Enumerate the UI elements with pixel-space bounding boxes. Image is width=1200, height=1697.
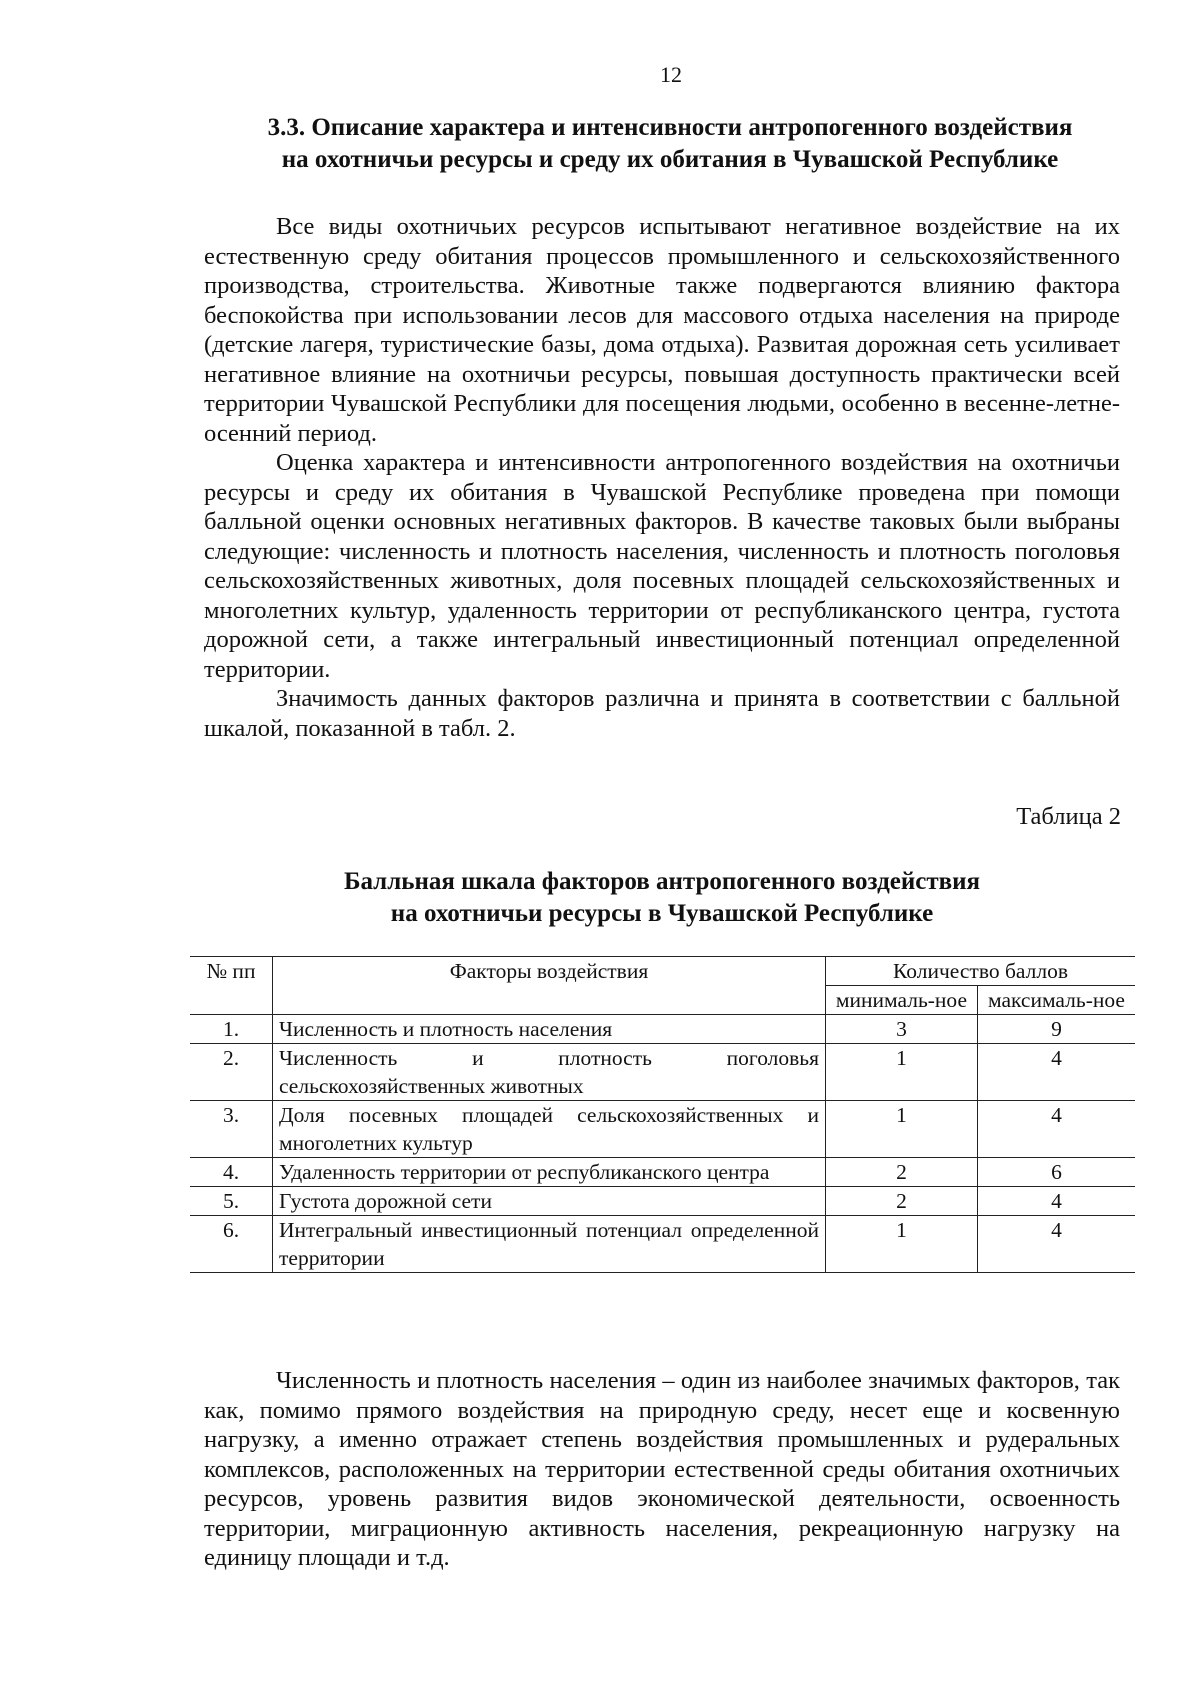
header-max: максималь-ное xyxy=(977,986,1135,1015)
intro-text xyxy=(204,212,1120,743)
table-row xyxy=(190,1101,1135,1158)
table-row xyxy=(190,1158,1135,1187)
table-row xyxy=(190,1044,1135,1101)
table-title-line-1: Балльная шкала факторов антропогенного воздействия xyxy=(343,868,981,895)
table-row xyxy=(190,1187,1135,1216)
header-min: минималь-ное xyxy=(826,986,978,1015)
table-body xyxy=(190,1015,1135,1273)
outro-text xyxy=(204,1366,1120,1573)
header-score-group: Количество баллов xyxy=(826,957,1136,986)
paragraph: Все виды охотничьих ресурсов испытывают негативное воздействие на их естественную среду обитания процессов промышленного и сельскохозяйственного производства, строительства. Животные также подвергаются влиянию фактора беспокойства при использовании лесов для массового отдыха населения на природе (детские лагеря, туристические базы, дома отдыха). Развитая дорожная сеть усиливает негативное влияние на охотничьи ресурсы, повышая доступность практически всей территории Чувашской Республики для посещения людьми, особенно в весенне-летне-осенний период. xyxy=(204,213,1120,447)
paragraph: Оценка характера и интенсивности антропогенного воздействия на охотничьи ресурсы и среду их обитания в Чувашской Республике проведена при помощи балльной оценки основных негативных факторов. В качестве таковых были выбраны следующие: численность и плотность населения, численность и плотность поголовья сельскохозяйственных животных, доля посевных площадей сельскохозяйственных и многолетних культур, удаленность территории от республиканского центра, густота дорожной сети, а также интегральный инвестиционный потенциал определенной территории. xyxy=(204,449,1120,683)
row-number: 6. xyxy=(190,1216,273,1273)
row-min-score: 1 xyxy=(826,1101,978,1158)
row-factor: Интегральный инвестиционный потенциал определенной территории xyxy=(273,1216,826,1273)
row-min-score: 3 xyxy=(826,1015,978,1044)
paragraph: Численность и плотность населения – один из наиболее значимых факторов, так как, помимо прямого воздействия на природную среду, несет еще и косвенную нагрузку, а именно отражает степень воздействия промышленных и рудеральных комплексов, расположенных на территории естественной среды обитания охотничьих ресурсов, уровень развития видов экономической деятельности, освоенность территории, миграционную активность населения, рекреационную нагрузку на единицу площади и т.д. xyxy=(204,1367,1120,1571)
row-number: 5. xyxy=(190,1187,273,1216)
header-factor: Факторы воздействия xyxy=(273,957,826,1015)
row-min-score: 1 xyxy=(826,1044,978,1101)
row-max-score: 9 xyxy=(977,1015,1135,1044)
row-min-score: 2 xyxy=(826,1187,978,1216)
table-label: Таблица 2 xyxy=(1016,803,1121,830)
row-number: 4. xyxy=(190,1158,273,1187)
section-title xyxy=(160,112,1180,176)
header-number: № пп xyxy=(190,957,273,1015)
row-max-score: 4 xyxy=(977,1101,1135,1158)
row-factor: Удаленность территории от республиканского центра xyxy=(273,1158,826,1187)
factor-score-table xyxy=(190,956,1135,1273)
row-max-score: 6 xyxy=(977,1158,1135,1187)
page-number: 12 xyxy=(660,62,682,87)
row-min-score: 2 xyxy=(826,1158,978,1187)
table-title-line-2: на охотничьи ресурсы в Чувашской Республике xyxy=(390,900,934,927)
row-factor: Густота дорожной сети xyxy=(273,1187,826,1216)
row-number: 3. xyxy=(190,1101,273,1158)
table-header-row xyxy=(190,957,1135,986)
row-max-score: 4 xyxy=(977,1187,1135,1216)
row-number: 1. xyxy=(190,1015,273,1044)
row-factor: Доля посевных площадей сельскохозяйственных и многолетних культур xyxy=(273,1101,826,1158)
table-row xyxy=(190,1216,1135,1273)
section-title-line-1: 3.3. Описание характера и интенсивности антропогенного воздействия xyxy=(267,114,1073,141)
row-max-score: 4 xyxy=(977,1216,1135,1273)
row-number: 2. xyxy=(190,1044,273,1101)
paragraph: Значимость данных факторов различна и принята в соответствии с балльной шкалой, показанной в табл. 2. xyxy=(204,685,1120,742)
row-max-score: 4 xyxy=(977,1044,1135,1101)
row-factor: Численность и плотность поголовья сельскохозяйственных животных xyxy=(273,1044,826,1101)
row-factor: Численность и плотность населения xyxy=(273,1015,826,1044)
row-min-score: 1 xyxy=(826,1216,978,1273)
section-title-line-2: на охотничьи ресурсы и среду их обитания в Чувашской Республике xyxy=(281,146,1059,173)
table-title xyxy=(204,866,1120,930)
table-row xyxy=(190,1015,1135,1044)
